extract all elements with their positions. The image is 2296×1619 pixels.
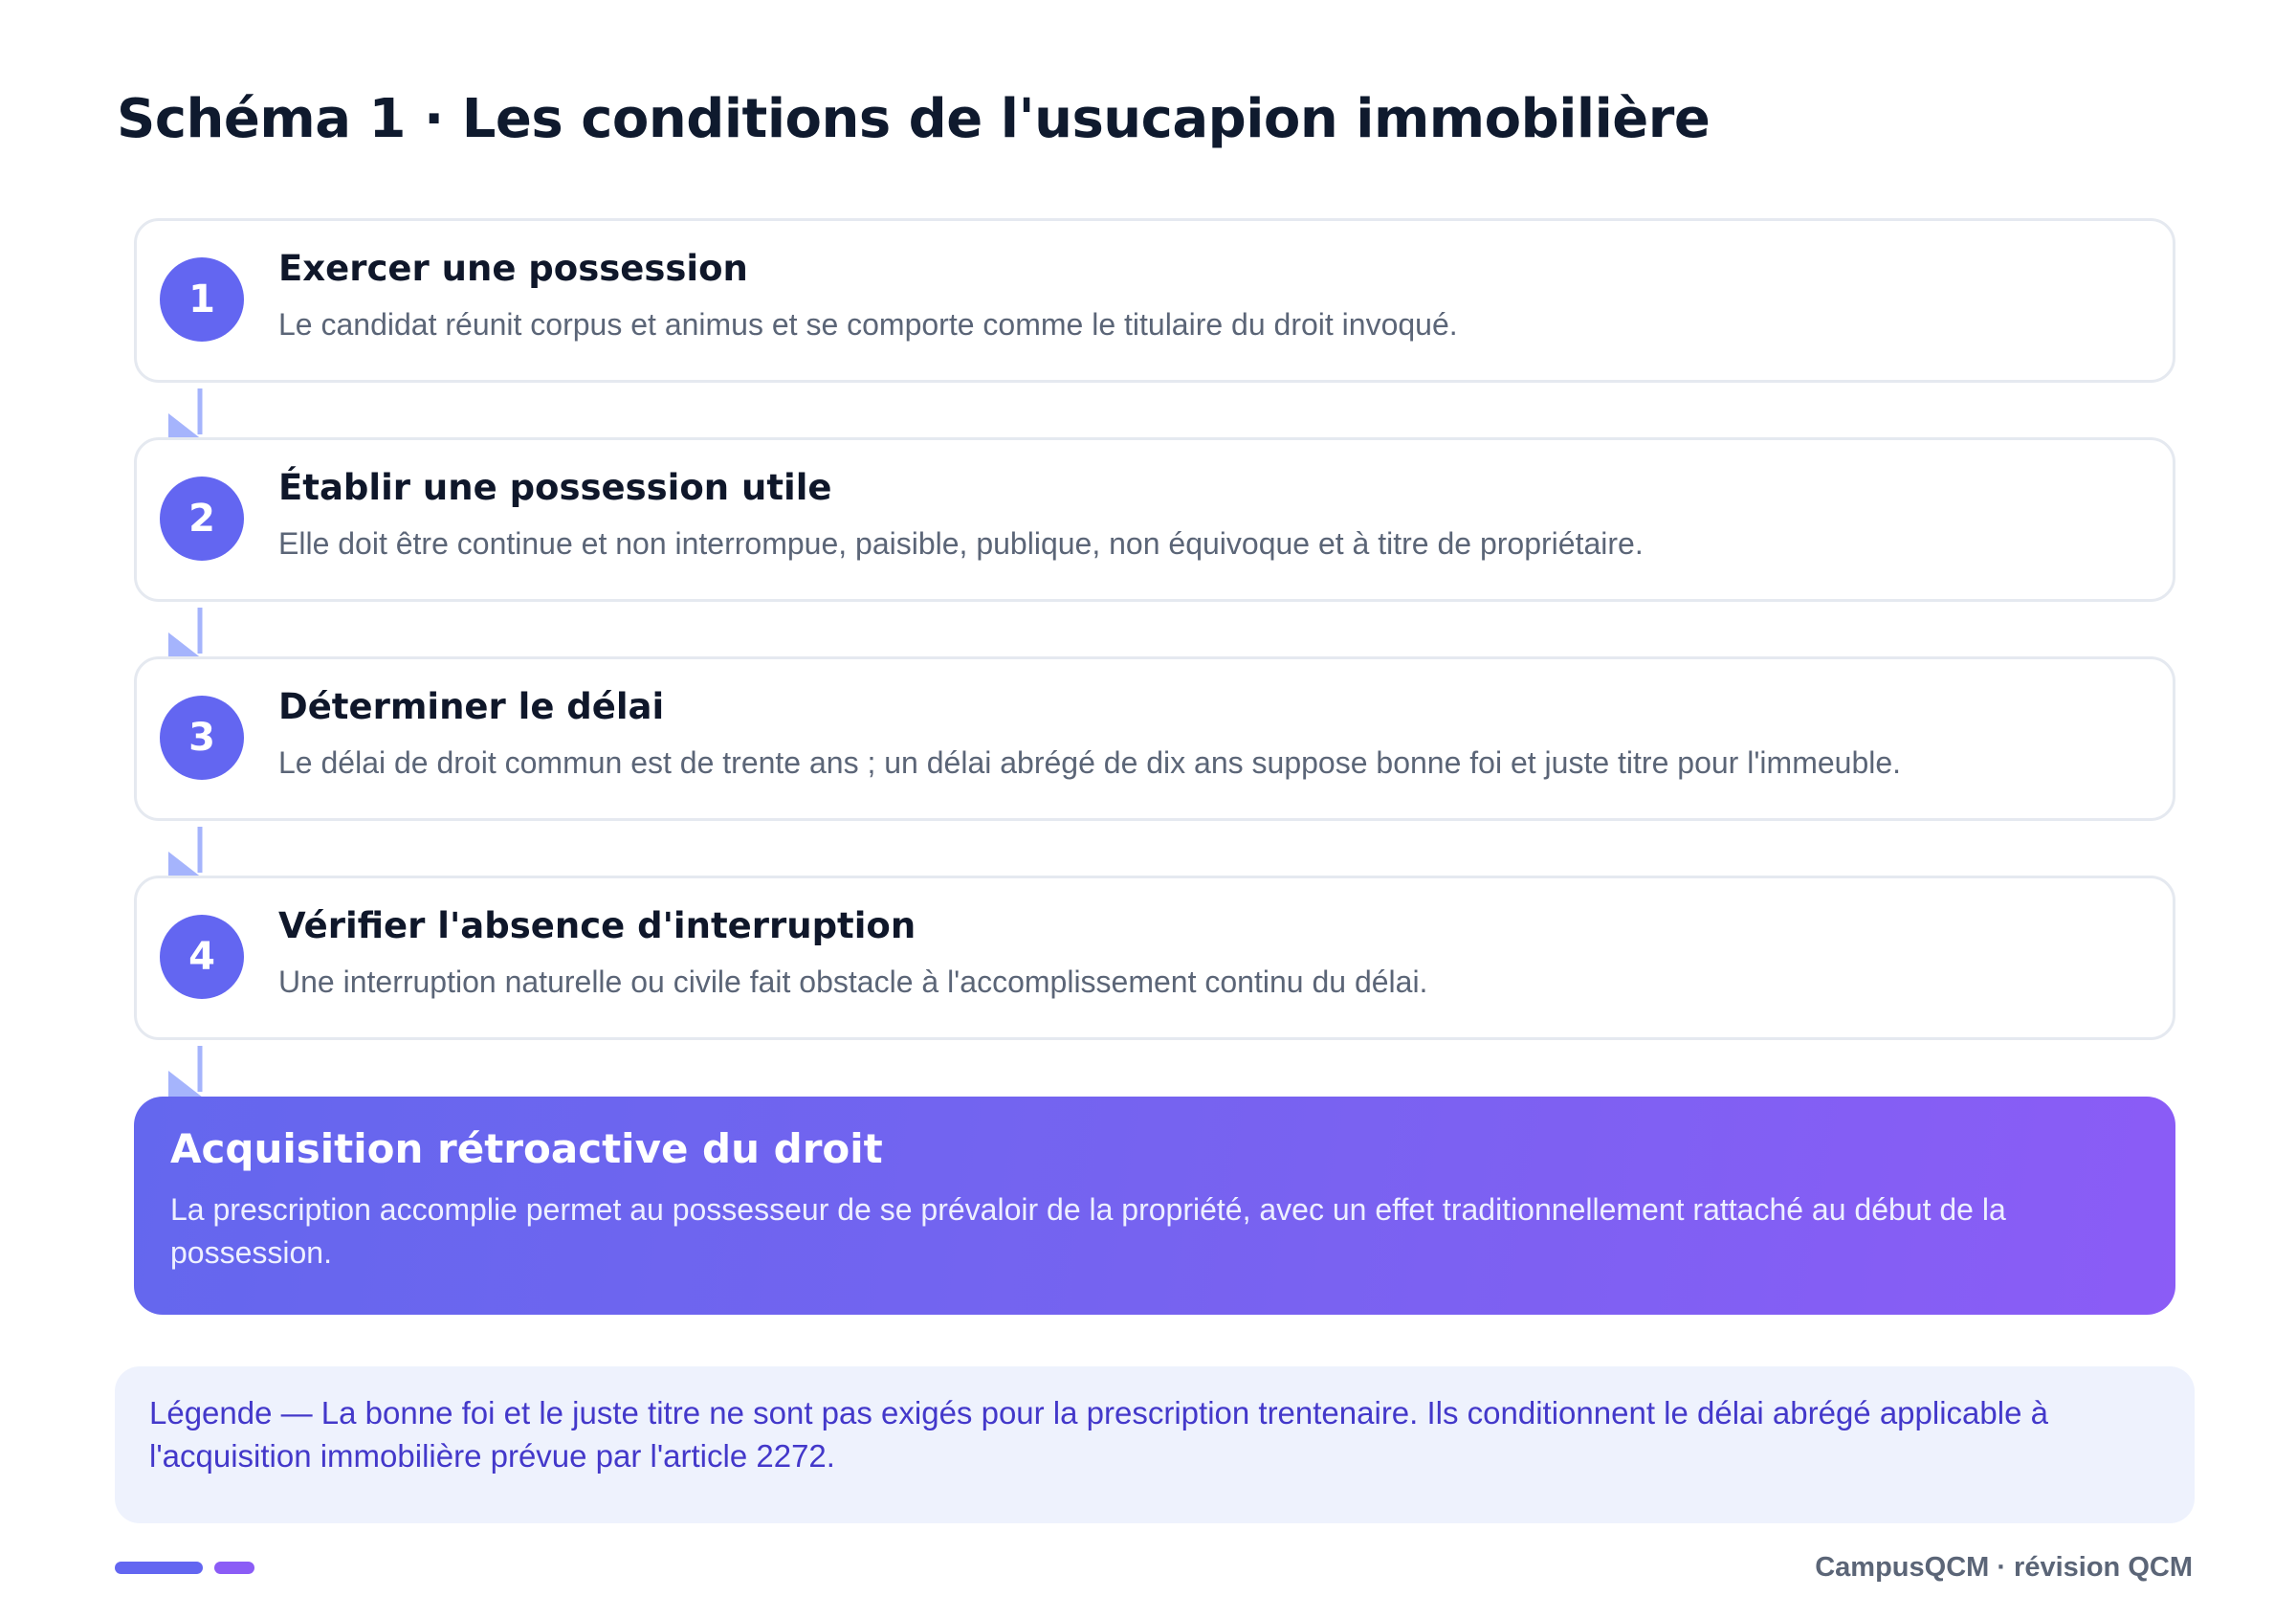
page-title: Schéma 1 · Les conditions de l'usucapion immobilière (117, 88, 1711, 150)
result-title: Acquisition rétroactive du droit (170, 1125, 883, 1172)
arrow-down-icon (165, 388, 212, 440)
legend-text: Légende — La bonne foi et le juste titre ne sont pas exigés pour la prescription trentenaire. Ils conditionnent le délai abrégé applicable à l'acquisition immobilière prévue par l'article 2272. (149, 1395, 2048, 1474)
step-number-badge: 1 (160, 257, 244, 342)
step-title: Établir une possession utile (278, 467, 832, 508)
step-card-1 (134, 218, 2175, 383)
step-card-3 (134, 656, 2175, 821)
step-card-4 (134, 876, 2175, 1040)
step-number-badge: 3 (160, 696, 244, 780)
result-card (134, 1097, 2175, 1315)
legend-box (115, 1366, 2195, 1523)
step-title: Vérifier l'absence d'interruption (278, 905, 916, 946)
step-title: Exercer une possession (278, 248, 748, 289)
step-number-badge: 4 (160, 915, 244, 999)
arrow-down-icon (165, 1046, 212, 1098)
step-description: Une interruption naturelle ou civile fait obstacle à l'accomplissement continu du délai. (278, 965, 1428, 999)
step-description: Le candidat réunit corpus et animus et se comporte comme le titulaire du droit invoqué. (278, 307, 1458, 342)
step-description: Elle doit être continue et non interrompue, paisible, publique, non équivoque et à titre de propriétaire. (278, 526, 1644, 561)
result-description: La prescription accomplie permet au possesseur de se prévaloir de la propriété, avec un effet traditionnellement rattaché au début de la possession. (170, 1192, 2006, 1270)
arrow-down-icon (165, 827, 212, 878)
step-description: Le délai de droit commun est de trente ans ; un délai abrégé de dix ans suppose bonne foi et juste titre pour l'immeuble. (278, 745, 1902, 780)
footer-accent-bar-secondary (214, 1562, 254, 1574)
step-title: Déterminer le délai (278, 686, 665, 727)
step-card-2 (134, 437, 2175, 602)
footer-accent-bar (115, 1562, 203, 1574)
footer-brand: CampusQCM · révision QCM (1815, 1552, 2193, 1583)
step-number-badge: 2 (160, 477, 244, 561)
arrow-down-icon (165, 608, 212, 659)
